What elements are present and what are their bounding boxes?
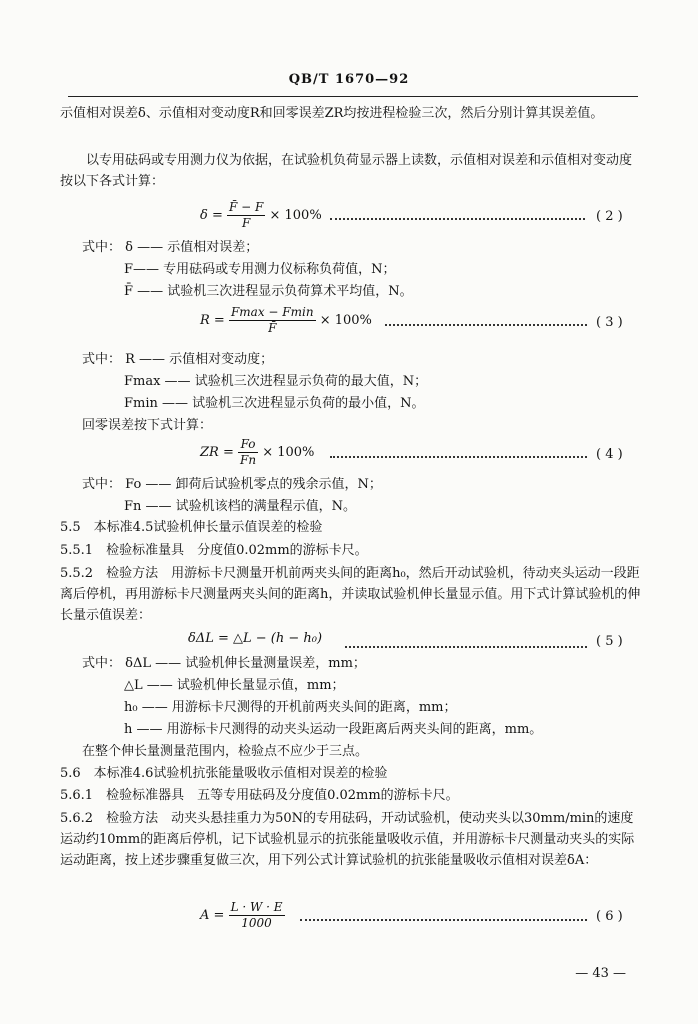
page-number: — 43 — <box>575 966 626 981</box>
eq6-lhs: A = <box>200 908 225 923</box>
section-5-6: 5.6 本标准4.6试验机抗张能量吸收示值相对误差的检验 <box>60 766 388 781</box>
equation-3 <box>200 305 372 336</box>
eq6-leader-dots <box>300 919 587 921</box>
eq3-lhs: R = <box>200 313 225 328</box>
eq5-leader-dots <box>345 646 587 648</box>
eq6-numerator: L · W · E <box>230 900 283 914</box>
equation-6 <box>200 900 285 931</box>
page-header: QB/T 1670—92 <box>288 72 410 87</box>
eq4-number: ( 4 ) <box>596 447 623 462</box>
where-3-line-2: Fn —— 试验机该档的满量程示值，N。 <box>124 499 357 514</box>
eq2-numerator: F̄ − F <box>229 200 264 214</box>
where-4-line-3: h₀ —— 用游标卡尺测得的开机前两夹头间的距离，mm； <box>124 700 457 715</box>
section-5-6-2: 5.6.2 检验方法 动夹头悬挂重力为50N的专用砝码，开动试验机，使动夹头以30mm/min的速度运动约10mm的距离后停机，记下试验机显示的抗张能量吸收示值，并用游标卡尺测量动夹头的实际运动距离，按上述步骤重复做三次，用下列公式计算试验机的抗张能量吸收示值相对误差δA： <box>60 811 635 868</box>
eq4-tail: × 100% <box>262 445 315 460</box>
section-5-5-2: 5.5.2 检验方法 用游标卡尺测量开机前两夹头间的距离h₀，然后开动试验机，待动夹头运动一段距离后停机，再用游标卡尺测量两夹头间的距离h，并读取试验机伸长量显示值。用下式计算试验机的伸长量示值误差： <box>60 566 641 623</box>
section-5-5-note: 在整个伸长量测量范围内，检验点不应少于三点。 <box>82 744 369 759</box>
eq2-fraction <box>227 200 265 231</box>
eq4-fraction <box>238 437 258 468</box>
where-2-line-1: 式中： R —— 示值相对变动度； <box>82 352 274 367</box>
eq2-lhs: δ = <box>200 208 223 223</box>
section-5-6-1: 5.6.1 检验标准器具 五等专用砝码及分度值0.02mm的游标卡尺。 <box>60 788 459 803</box>
where-3-line-1: 式中： Fo —— 卸荷后试验机零点的残余示值，N； <box>82 477 382 492</box>
eq3-number: ( 3 ) <box>596 315 623 330</box>
eq4-numerator: Fo <box>238 437 258 453</box>
where-2-line-3: Fmin —— 试验机三次进程显示负荷的最小值，N。 <box>124 396 425 411</box>
header-rule <box>68 96 638 97</box>
intro-paragraph-1: 示值相对误差δ、示值相对变动度R和回零误差ZR均按进程检验三次，然后分别计算其误差值。 <box>60 106 604 121</box>
eq6-denominator: 1000 <box>241 916 272 930</box>
eq6-fraction <box>229 900 285 931</box>
equation-4 <box>200 437 314 468</box>
eq2-denominator: F <box>242 216 251 230</box>
where-1-line-2: F—— 专用砝码或专用测力仪标称负荷值，N； <box>124 262 396 277</box>
equation-2 <box>200 200 322 231</box>
where-4-line-1: 式中： δΔL —— 试验机伸长量测量误差，mm； <box>82 656 366 671</box>
where-4-line-2: △L —— 试验机伸长量显示值，mm； <box>124 678 345 693</box>
eq3-leader-dots <box>385 324 587 326</box>
eq4-lhs: ZR = <box>200 445 234 460</box>
eq2-leader-dots <box>330 218 585 220</box>
intro-paragraph-2: 以专用砝码或专用测力仪为依据，在试验机负荷显示器上读数，示值相对误差和示值相对变动度按以下各式计算： <box>60 153 633 189</box>
eq2-number: ( 2 ) <box>596 209 623 224</box>
eq3-fraction <box>229 305 316 336</box>
where-1-line-1: 式中： δ —— 示值相对误差； <box>82 240 259 255</box>
eq5-number: ( 5 ) <box>596 634 623 649</box>
eq3-tail: × 100% <box>319 313 372 328</box>
where-4-line-4: h —— 用游标卡尺测得的动夹头运动一段距离后两夹头间的距离，mm。 <box>124 722 543 737</box>
section-5-5-1: 5.5.1 检验标准量具 分度值0.02mm的游标卡尺。 <box>60 543 368 558</box>
equation-5: δΔL = △L − (h − h₀) <box>188 631 323 646</box>
eq3-denominator: F̄ <box>268 321 277 335</box>
section-5-5: 5.5 本标准4.5试验机伸长量示值误差的检验 <box>60 520 323 535</box>
eq6-number: ( 6 ) <box>596 909 623 924</box>
where-2-line-2: Fmax —— 试验机三次进程显示负荷的最大值，N； <box>124 374 428 389</box>
eq4-denominator: Fn <box>240 453 257 467</box>
eq3-numerator: Fmax − Fmin <box>230 305 314 319</box>
where-1-line-3: F̄ —— 试验机三次进程显示负荷算术平均值，N。 <box>124 284 413 299</box>
zr-intro: 回零误差按下式计算： <box>82 418 213 433</box>
eq2-tail: × 100% <box>269 208 322 223</box>
eq4-leader-dots <box>330 456 587 458</box>
